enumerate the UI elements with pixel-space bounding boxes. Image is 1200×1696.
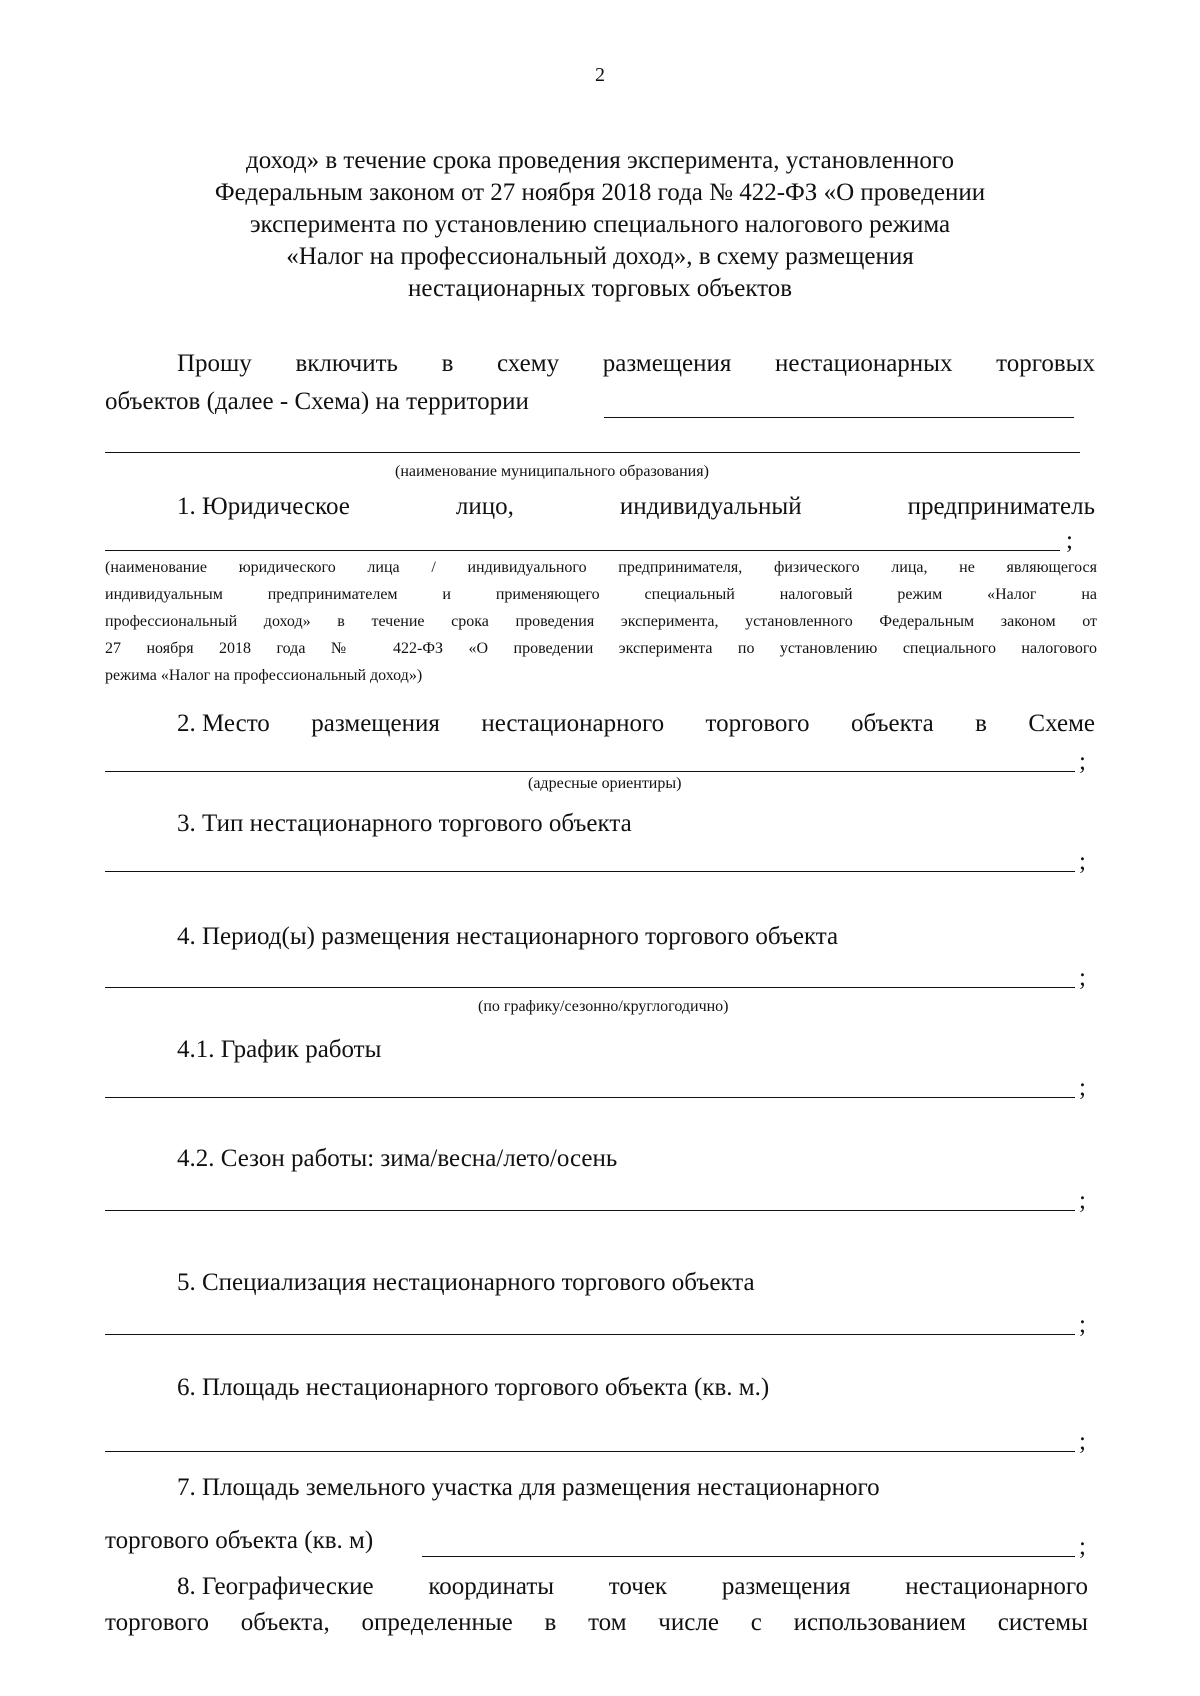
item-7-label-line-1: 7. Площадь земельного участка для размещения нестационарного xyxy=(177,1474,880,1501)
item-6-input-line[interactable] xyxy=(105,1451,1075,1452)
heading-line: эксперимента по установлению специального налогового режима xyxy=(249,211,951,238)
heading-line: доход» в течение срока проведения эксперимента, установленного xyxy=(245,147,955,174)
word: объекта, xyxy=(240,1609,330,1636)
item-6-label: 6. Площадь нестационарного торгового объекта (кв. м.) xyxy=(177,1374,770,1401)
item-3-semicolon: ; xyxy=(1079,848,1086,875)
item-1-label xyxy=(177,492,1095,522)
word: координаты xyxy=(428,1573,555,1600)
municipality-input-line[interactable] xyxy=(105,452,1080,453)
municipality-caption: (наименование муниципального образования) xyxy=(395,463,709,480)
word: торговых xyxy=(996,350,1095,377)
word: размещения xyxy=(602,350,732,377)
item-1-input-line[interactable] xyxy=(105,550,1060,551)
request-line-2: объектов (далее - Схема) на территории xyxy=(105,388,529,415)
word: индивидуальный xyxy=(619,493,802,520)
word: в xyxy=(975,710,987,737)
heading-line: нестационарных торговых объектов xyxy=(407,275,793,302)
word: 1. Юридическое xyxy=(177,493,350,520)
item-7-input-line[interactable] xyxy=(422,1556,1075,1557)
word: размещения xyxy=(311,710,440,737)
word: торгового xyxy=(705,710,810,737)
word: торгового xyxy=(105,1609,209,1636)
word: 8. Географические xyxy=(177,1573,374,1600)
item-4-2-label: 4.2. Сезон работы: зима/весна/лето/осень xyxy=(177,1145,618,1172)
word: системы xyxy=(997,1609,1088,1636)
word: точек xyxy=(608,1573,668,1600)
word: Схеме xyxy=(1028,710,1095,737)
item-4-1-semicolon: ; xyxy=(1079,1074,1086,1101)
word: с xyxy=(750,1609,762,1636)
word: Прошу xyxy=(177,350,252,377)
word: включить xyxy=(295,350,398,377)
word: в xyxy=(441,350,454,377)
item-3-label: 3. Тип нестационарного торгового объекта xyxy=(177,810,632,837)
item-4-label: 4. Период(ы) размещения нестационарного торгового объекта xyxy=(177,923,839,950)
item-4-input-line[interactable] xyxy=(105,987,1075,988)
word: 2. Место xyxy=(177,710,270,737)
word: в xyxy=(544,1609,557,1636)
word: нестационарных xyxy=(775,350,953,377)
item-5-label: 5. Специализация нестационарного торгового объекта xyxy=(177,1269,755,1296)
item-1-caption-line: (наименование юридического лица / индивидуального предпринимателя, физического лица, не являющегося xyxy=(105,559,1097,576)
territory-input-line[interactable] xyxy=(604,417,1074,418)
word: числе xyxy=(658,1609,719,1636)
word: нестационарного xyxy=(905,1573,1088,1600)
item-4-1-label: 4.1. График работы xyxy=(177,1036,382,1063)
word: использованием xyxy=(793,1609,966,1636)
item-1-caption-line: 27 ноября 2018 года № 422-ФЗ «О проведении эксперимента по установлению специального налогового xyxy=(105,640,1097,657)
word: предприниматель xyxy=(907,493,1095,520)
word: лицо, xyxy=(455,493,514,520)
item-8-line-1 xyxy=(177,1572,1088,1602)
item-7-semicolon: ; xyxy=(1079,1533,1086,1560)
item-2-semicolon: ; xyxy=(1079,748,1086,775)
item-2-label xyxy=(177,709,1095,739)
item-2-caption: (адресные ориентиры) xyxy=(528,775,682,792)
document-heading xyxy=(140,145,1060,305)
item-4-2-semicolon: ; xyxy=(1079,1187,1086,1214)
item-4-2-input-line[interactable] xyxy=(105,1210,1075,1211)
word: объекта xyxy=(850,710,934,737)
word: определенные xyxy=(361,1609,513,1636)
item-1-caption-line: индивидуальным предпринимателем и применяющего специальный налоговый режим «Налог на xyxy=(105,586,1097,603)
word: схему xyxy=(497,350,560,377)
item-2-input-line[interactable] xyxy=(105,771,1075,772)
heading-line: Федеральным законом от 27 ноября 2018 года № 422-ФЗ «О проведении xyxy=(214,179,986,206)
item-4-1-input-line[interactable] xyxy=(105,1097,1075,1098)
word: нестационарного xyxy=(481,710,665,737)
item-4-semicolon: ; xyxy=(1079,964,1086,991)
page-number: 2 xyxy=(595,64,605,86)
item-1-semicolon: ; xyxy=(1066,527,1073,554)
item-1-caption-line: режима «Налог на профессиональный доход») xyxy=(105,667,423,684)
item-1-caption-line: профессиональный доход» в течение срока проведения эксперимента, установленного Федеральным законом от xyxy=(105,613,1097,630)
item-6-semicolon: ; xyxy=(1079,1428,1086,1455)
word: том xyxy=(588,1609,627,1636)
item-4-caption: (по графику/сезонно/круглогодично) xyxy=(478,998,729,1015)
item-8-line-2 xyxy=(105,1608,1088,1638)
heading-line: «Налог на профессиональный доход», в схему размещения xyxy=(286,243,914,270)
item-7-label-line-2: торгового объекта (кв. м) xyxy=(105,1527,374,1554)
request-line-1 xyxy=(177,349,1095,379)
item-5-semicolon: ; xyxy=(1079,1311,1086,1338)
item-5-input-line[interactable] xyxy=(105,1334,1075,1335)
word: размещения xyxy=(721,1573,851,1600)
item-3-input-line[interactable] xyxy=(105,871,1075,872)
